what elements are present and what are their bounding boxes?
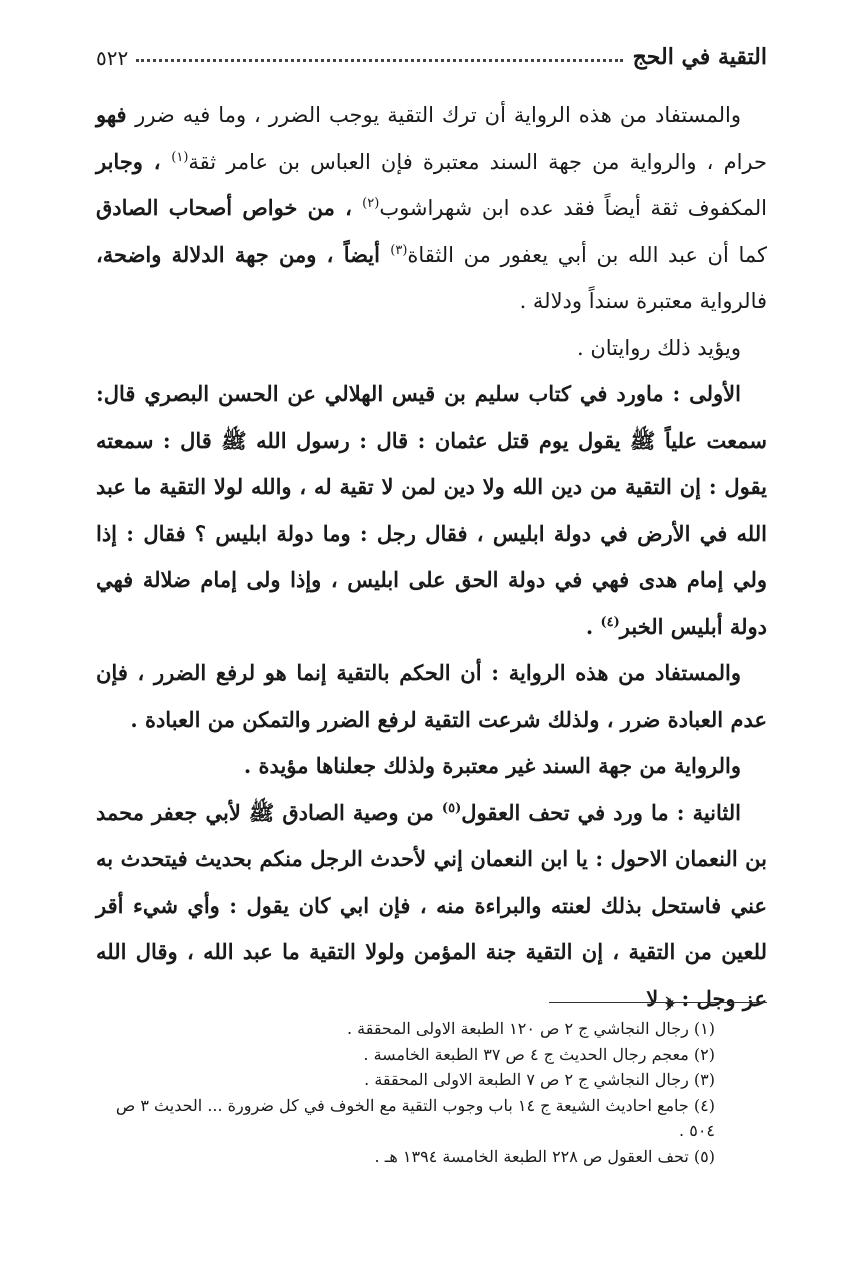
footnote-4: (٤) جامع احاديث الشيعة ج ١٤ باب وجوب التقية مع الخوف في كل ضرورة ... الحديث ٣ ص ٥٠٤ .	[115, 1095, 715, 1140]
section-label-second: الثانية	[692, 799, 741, 825]
header-leader-dots	[136, 59, 622, 62]
footnote-ref-4: (٤)	[600, 614, 620, 630]
footnote-1: (١) رجال النجاشي ج ٢ ص ١٢٠ الطبعة الاولى المحققة .	[346, 1019, 715, 1038]
paragraph-3: الأولى : ماورد في كتاب سليم بن قيس الهلالي عن الحسن البصري قال: سمعت علياً ﷺ يقول يوم قتل عثمان : قال : رسول الله ﷺ قال : سمعته يقول : إن التقية من دين الله ولا دين لمن لا تقية له ، والله لولا التقية ما عبد الله في الأرض في دولة ابليس ، فقال رجل : وما دولة ابليس ؟ فقال : إذا ولي إمام هدى فهي في دولة الحق على ابليس ، وإذا ولى إمام ضلالة فهي دولة أبليس الخبر$^{(٤)}$ .	[96, 381, 767, 639]
footnote-ref-1: (١)	[171, 149, 189, 165]
section-label-first: الأولى	[689, 381, 741, 406]
running-header	[96, 30, 767, 70]
page-number: ٥٢٢	[96, 46, 129, 70]
footnotes	[96, 1016, 767, 1169]
paragraph-5: والرواية من جهة السند غير معتبرة ولذلك جعلناها مؤيدة .	[243, 753, 741, 778]
paragraph-1: والمستفاد من هذه الرواية أن ترك التقية يوجب الضرر ، وما فيه ضرر فهو حرام ، والرواية من جهة السند معتبرة فإن العباس بن عامر ثقة$^{(١)}$ ، وجابر المكفوف ثقة أيضاً فقد عده ابن شهراشوب$^{(٢)}$ ، من خواص أصحاب الصادق كما أن عبد الله بن أبي يعفور من الثقاة$^{(٣)}$ أيضاً ، ومن جهة الدلالة واضحة، فالرواية معتبرة سنداً ودلالة .	[96, 102, 767, 313]
paragraph-2: ويؤيد ذلك روايتان .	[577, 335, 741, 360]
footnote-separator	[549, 1002, 767, 1003]
main-text	[96, 92, 767, 1022]
footnote-3: (٣) رجال النجاشي ج ٢ ص ٧ الطبعة الاولى المحققة .	[364, 1070, 715, 1089]
paragraph-6: الثانية : ما ورد في تحف العقول$^{(٥)}$ من وصية الصادق ﷺ لأبي جعفر محمد بن النعمان الاحول : يا ابن النعمان إني لأحدث الرجل منكم بحديث فيتحدث به عني فاستحل بذلك لعنته والبراءة منه ، فإن ابي كان يقول : وأي شيء أقر للعين من التقية ، إن التقية جنة المؤمن ولولا التقية ما عبد الله ، وقال الله عز وجل : ﴿ لا	[96, 799, 767, 1011]
chapter-title: التقية في الحج	[632, 44, 767, 70]
footnote-ref-3: (٣)	[390, 242, 408, 258]
footnote-5: (٥) تحف العقول ص ٢٢٨ الطبعة الخامسة ١٣٩٤ هـ .	[374, 1146, 715, 1166]
footnote-2: (٢) معجم رجال الحديث ج ٤ ص ٣٧ الطبعة الخامسة .	[363, 1044, 715, 1064]
footnote-ref-5: (٥)	[441, 800, 462, 816]
paragraph-4: والمستفاد من هذه الرواية : أن الحكم بالتقية إنما هو لرفع الضرر ، فإن عدم العبادة ضرر ، ولذلك شرعت التقية لرفع الضرر والتمكن من العبادة .	[96, 660, 767, 732]
footnote-ref-2: (٢)	[362, 196, 380, 211]
